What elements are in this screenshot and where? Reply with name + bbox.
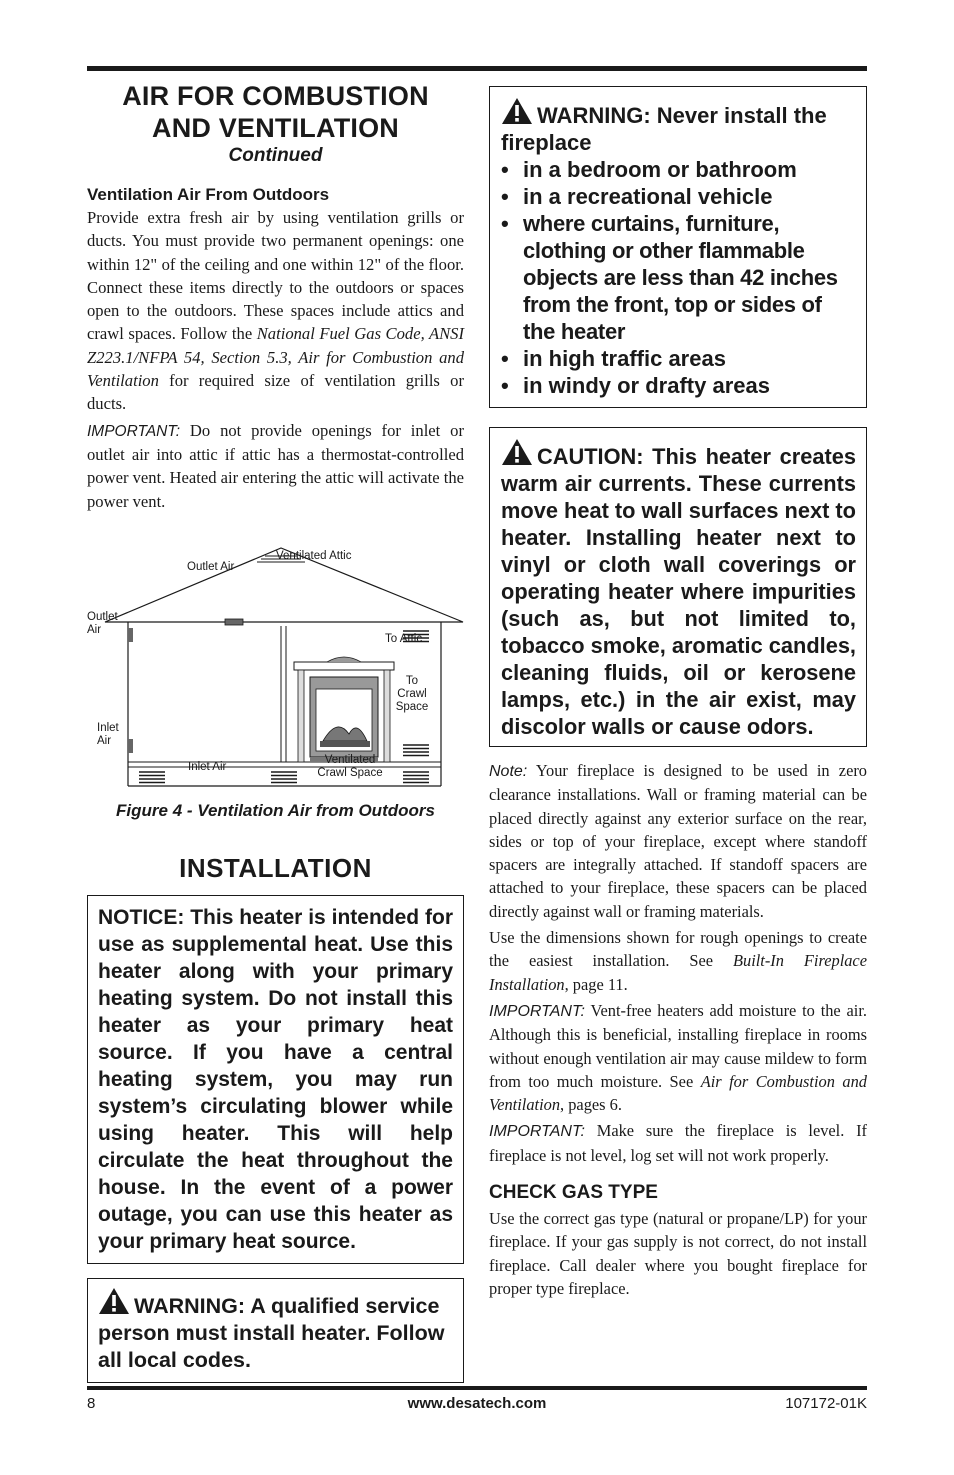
check-gas-type-paragraph: Use the correct gas type (natural or propane/LP) for your fireplace. If your gas supply is not correct, do not install fireplace. Call dealer where you bought fireplace for proper type fireplace. (489, 1209, 867, 1298)
floor-vent-left-icon (139, 772, 165, 783)
notice-box: NOTICE: This heater is intended for use as supplemental heat. Use this heater along with your primary heating system. Do not install this heater as your primary heat source. If you have a central heating system, you may run system’s circulating blower while using heater. This will help circulate the heat throughout the house. In the event of a power outage, you can use this heater as your primary heat source. (87, 895, 464, 1264)
floor-vent-mid-icon (271, 772, 297, 783)
warning-title: WARNING: Never install the fireplace (501, 103, 827, 155)
label-ventilated-crawl-space: Ventilated Crawl Space (317, 753, 383, 779)
important-text: Do not provide openings for inlet or outlet air into attic if attic has a thermostat-controlled power vent. Heated air entering the attic will activate the power vent. (87, 420, 464, 511)
ventilation-paragraph (87, 206, 464, 416)
built-in-reference: Built-In Fireplace Installation (489, 951, 867, 994)
left-column (87, 80, 464, 1383)
note-paragraph (489, 759, 867, 923)
installation-location-warning (489, 86, 867, 408)
dimensions-paragraph: Use the dimensions shown for rough openings to create the easiest installation. See Built-In Fireplace Installation, page 11. (489, 928, 867, 994)
list-item: • in windy or drafty areas (501, 373, 770, 398)
code-reference: National Fuel Gas Code, ANSI Z223.1/NFPA 54, Section 5.3, Air for Combustion and Ventilation (87, 324, 464, 391)
caution-box (489, 427, 867, 747)
continued-label: Continued (228, 145, 323, 166)
attic-outlet-vent-icon (225, 619, 243, 625)
important-label: IMPORTANT: (489, 1123, 585, 1141)
page-number: 8 (87, 1395, 96, 1412)
house-diagram (87, 529, 464, 791)
note-label: Note: (489, 763, 528, 780)
ventilation-subhead: Ventilation Air From Outdoors (87, 185, 330, 204)
installation-title: INSTALLATION (179, 852, 372, 883)
document-number: 107172-01K (785, 1395, 867, 1412)
label-ventilated-attic: Ventilated Attic (276, 549, 352, 562)
label-to-crawl-space: To Crawl Space (395, 674, 429, 713)
installation-notes (489, 759, 867, 1300)
warning-triangle-icon (98, 1287, 130, 1315)
warning-triangle-icon (501, 97, 533, 125)
air-combustion-reference: Air for Combustion and Ventilation (489, 1071, 867, 1115)
section-title-line2: AND VENTILATION (152, 113, 399, 143)
list-item: • where curtains, furniture, clothing or other flammable objects are less than 42 inches from the front, top or sides of the heater (501, 211, 838, 344)
floor-vent-right-icon (403, 772, 429, 783)
warning-list (501, 156, 856, 399)
caution-triangle-icon (501, 438, 533, 466)
level-paragraph: IMPORTANT: Make sure the fireplace is level. If fireplace is not level, log set will not work properly. (489, 1121, 867, 1165)
label-inlet-air-wall: Inlet Air (97, 721, 119, 747)
important-paragraph (87, 419, 464, 513)
caution-text: CAUTION: This heater creates warm air currents. These currents move heat to wall surfaces next to heater. Installing heater next to vinyl or cloth wall coverings or operating heater where impurities (such as, but not limited to, tobacco smoke, aromatic candles, cleaning fluids, oil or kerosene lamps, etc.) in the air exist, may discolor walls or cause odors. (501, 444, 856, 739)
top-rule (87, 66, 867, 71)
ventilation-text-a: Provide extra fresh air by using ventilation grills or ducts. You must provide two permanent openings: one within 12" of the ceiling and one within 12" of the floor. Connect these items directly to the outdoors or spaces open to the outdoors. These spaces include attics and crawl spaces. Follow the (87, 208, 464, 344)
note-text: Your fireplace is designed to be used in zero clearance installations. Wall or framing material can be placed directly against any exterior surface on the rear, sides or top of your fireplace, except where standoff spacers are integrally attached. If standoff spacers are attached to your fireplace, these spacers can be placed directly against wall or framing materials. (489, 761, 867, 921)
label-inlet-air-floor: Inlet Air (188, 760, 227, 773)
check-gas-type-title: CHECK GAS TYPE (489, 1182, 658, 1204)
qualified-service-warning-text: WARNING: A qualified service person must install heater. Follow all local codes. (98, 1293, 445, 1372)
section-title (87, 80, 464, 144)
fireplace-icon (294, 657, 394, 762)
right-column (489, 86, 867, 1303)
qualified-service-warning (87, 1278, 464, 1383)
to-crawl-vent-icon (403, 745, 429, 756)
bottom-rule (87, 1386, 867, 1390)
website-link[interactable]: www.desatech.com (407, 1395, 547, 1412)
section-title-line1: AIR FOR COMBUSTION (122, 81, 429, 111)
ventilation-figure (87, 529, 464, 791)
wall-outlet-vent-icon (128, 628, 133, 642)
label-outlet-air-roof: Outlet Air (187, 560, 235, 573)
figure-caption: Figure 4 - Ventilation Air from Outdoors (116, 800, 435, 820)
important-label: IMPORTANT: (87, 422, 180, 440)
moisture-paragraph: IMPORTANT: Vent-free heaters add moisture to the air. Although this is beneficial, installing fireplace in rooms without enough ventilation air may cause mildew to form from too much moisture. See Air for Combustion and Ventilation, pages 6. (489, 1000, 867, 1115)
label-outlet-air-wall: Outlet Air (87, 610, 118, 636)
list-item: • in a bedroom or bathroom (501, 157, 797, 182)
wall-inlet-vent-icon (128, 739, 133, 753)
ventilation-text-b: for required size of ventilation grills or ducts. (87, 371, 464, 414)
list-item: • in high traffic areas (501, 346, 726, 371)
list-item: • in a recreational vehicle (501, 184, 773, 209)
label-to-attic: To Attic (385, 632, 423, 645)
important-label: IMPORTANT: (489, 1002, 585, 1020)
